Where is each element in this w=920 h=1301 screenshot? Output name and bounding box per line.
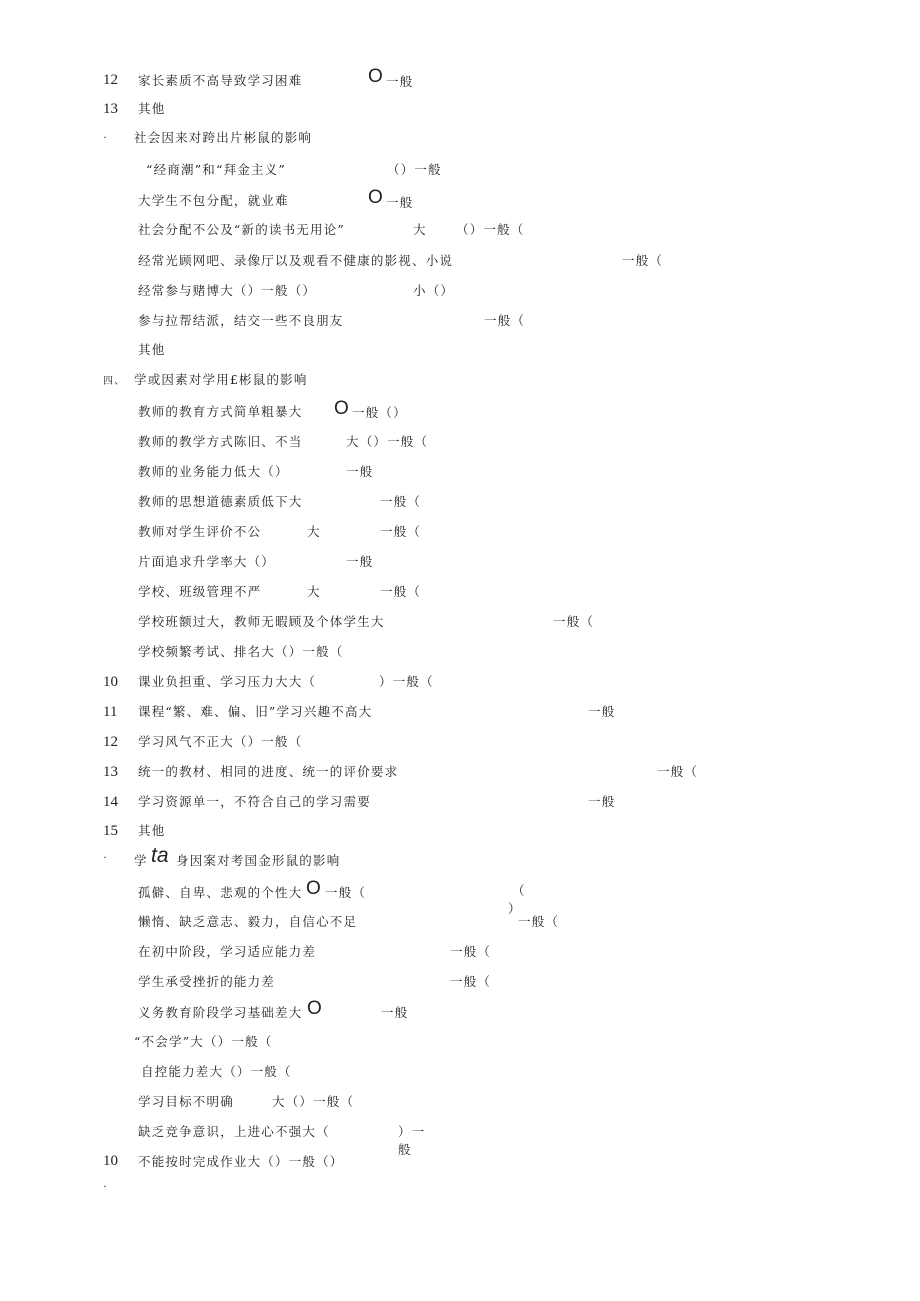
item-text: 自控能力差大（）一般（ <box>141 1064 292 1079</box>
rating-option: 一般 <box>346 554 374 569</box>
section-marker: · <box>103 130 109 144</box>
rating-option: 一般 <box>588 794 616 809</box>
item-text: 经常参与赌博大（）一般（） <box>138 283 317 298</box>
rating-option: 般 <box>398 1142 412 1157</box>
item-text: 参与拉帮结派，结交一些不良朋友 <box>138 313 344 328</box>
item-text: 学校班额过大，教师无暇顾及个体学生大 <box>138 614 385 629</box>
item-text: 懒惰、缺乏意志、毅力，自信心不足 <box>138 914 358 929</box>
rating-option: 一般 <box>386 74 414 89</box>
item-text: 在初中阶段，学习适应能力差 <box>138 944 317 959</box>
item-text: “经商潮”和“拜金主义” <box>146 162 286 177</box>
rating-option: 一般（ <box>622 253 664 268</box>
item-number: 13 <box>103 764 118 780</box>
rating-option: 大 <box>307 524 321 539</box>
item-number: 12 <box>103 72 118 88</box>
item-number: 14 <box>103 794 118 810</box>
rating-option: （ <box>512 883 526 898</box>
item-text: 孤僻、自卑、悲观的个性大 <box>138 885 303 900</box>
rating-option: （）一般（ <box>456 222 525 237</box>
item-text: 教师的业务能力低大（） <box>138 464 289 479</box>
item-text: 社会分配不公及“新的读书无用论” <box>138 222 345 237</box>
item-text: 课业负担重、学习压力大大（ <box>138 674 317 689</box>
rating-option: 一般 <box>381 1005 409 1020</box>
rating-circle: O <box>306 878 321 899</box>
item-text: 教师的教学方式陈旧、不当 <box>138 434 303 449</box>
item-number: 12 <box>103 734 118 750</box>
rating-circle: O <box>307 998 322 1019</box>
rating-option: 大 <box>307 584 321 599</box>
rating-option: ）一般（ <box>379 674 434 689</box>
section-heading: 学 <box>134 853 148 868</box>
item-text: 学生承受挫折的能力差 <box>138 974 276 989</box>
rating-option: 一般 <box>588 704 616 719</box>
item-number: 10 <box>103 674 118 690</box>
rating-option: 一般 <box>346 464 374 479</box>
rating-option: 一般（ <box>325 885 367 900</box>
item-text: 统一的教材、相同的进度、统一的评价要求 <box>138 764 399 779</box>
item-text: 经常光顾网吧、录像厅以及观看不健康的影视、小说 <box>138 253 454 268</box>
rating-option: 一般（ <box>657 764 699 779</box>
item-text: 学校、班级管理不严 <box>138 584 262 599</box>
section-heading-glyph: ta <box>151 844 169 867</box>
rating-option: ）一 <box>398 1124 426 1139</box>
item-text: 片面追求升学率大（） <box>138 554 276 569</box>
rating-option: 一般（ <box>380 524 422 539</box>
section-heading: 学或因素对学用£彬鼠的影响 <box>134 372 308 387</box>
rating-option: 一般（ <box>450 974 492 989</box>
item-text: 课程“繁、难、偏、旧”学习兴趣不高大 <box>138 704 373 719</box>
section-marker: 四、 <box>103 376 126 387</box>
rating-option: 一般（ <box>450 944 492 959</box>
item-number: 11 <box>103 704 118 720</box>
section-marker: · <box>103 1179 109 1193</box>
item-text: 其他 <box>138 101 166 116</box>
item-text: 缺乏竞争意识，上进心不强大（ <box>138 1124 330 1139</box>
rating-option: （）一般 <box>387 162 442 177</box>
rating-option: ） <box>508 901 522 916</box>
rating-option: 大（）一般（ <box>272 1094 355 1109</box>
item-text: 学习资源单一，不符合自己的学习需要 <box>138 794 371 809</box>
item-text: 教师的思想道德素质低下大 <box>138 494 303 509</box>
rating-option: 一般（ <box>380 584 422 599</box>
section-heading: 社会因来对跨出片彬鼠的影响 <box>134 130 313 145</box>
rating-option: 一般（ <box>553 614 595 629</box>
rating-option: 一般（） <box>352 405 407 420</box>
item-number: 13 <box>103 101 118 117</box>
item-text: 其他 <box>138 823 166 838</box>
rating-option: 一般（ <box>380 494 422 509</box>
item-text: 不能按时完成作业大（）一般（） <box>138 1154 344 1169</box>
item-text: 大学生不包分配，就业难 <box>138 193 289 208</box>
item-text: 家长素质不高导致学习困难 <box>138 73 303 88</box>
rating-circle: O <box>334 398 349 419</box>
rating-option: 一般（ <box>518 914 560 929</box>
item-number: 15 <box>103 823 118 839</box>
item-text: 学习目标不明确 <box>138 1094 234 1109</box>
rating-option: 大 <box>413 222 427 237</box>
item-text: 其他 <box>138 342 166 357</box>
item-text: 学习风气不正大（）一般（ <box>138 734 303 749</box>
item-text: 教师对学生评价不公 <box>138 524 262 539</box>
item-text: “不会学”大（）一般（ <box>134 1034 273 1049</box>
rating-option: 一般（ <box>484 313 526 328</box>
item-number: 10 <box>103 1153 118 1169</box>
item-text: 义务教育阶段学习基础差大 <box>138 1005 303 1020</box>
rating-option: 一般 <box>386 195 414 210</box>
rating-circle: O <box>368 187 383 208</box>
rating-option: 小（） <box>413 283 455 298</box>
rating-circle: O <box>368 66 383 87</box>
section-heading: 身因案对考国金形鼠的影响 <box>176 853 341 868</box>
section-marker: · <box>103 850 109 864</box>
item-text: 教师的教育方式简单粗暴大 <box>138 404 303 419</box>
item-text: 学校频繁考试、排名大（）一般（ <box>138 644 344 659</box>
rating-option: 大（）一般（ <box>346 434 429 449</box>
